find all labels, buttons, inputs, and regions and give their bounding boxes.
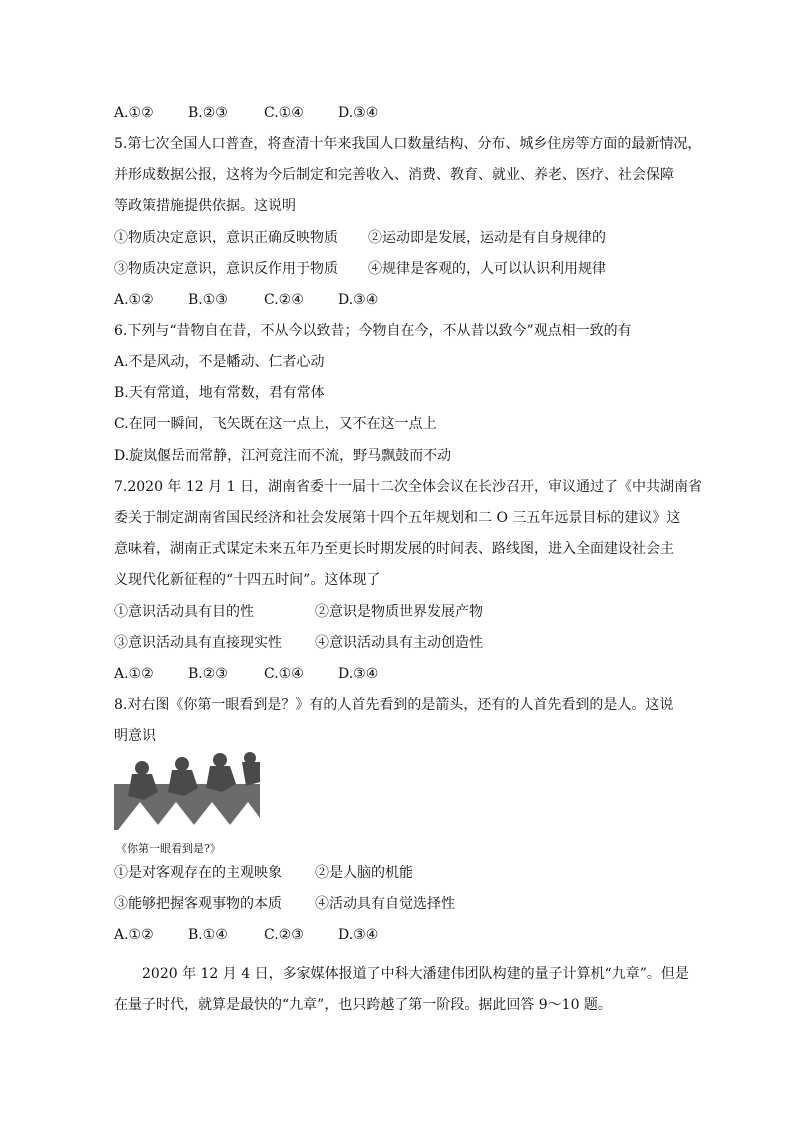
q8-stem-line-2: 明意识 [114, 728, 156, 744]
q8-statement-row-1 [114, 864, 614, 882]
option-c: C.②④ [264, 292, 304, 308]
q5-statement-row-2 [114, 260, 614, 278]
q7-statement-row-2 [114, 634, 614, 652]
option-d: D.③④ [338, 292, 379, 308]
arrow-people-illusion-figure [114, 752, 260, 830]
q7-statement-row-1 [114, 603, 614, 621]
q6-stem: 6.下列与“昔物自在昔，不从今以致昔；今物自在今，不从昔以致今”观点相一致的有 [114, 323, 632, 339]
q5-statement-4: ④规律是客观的，人可以认识利用规律 [368, 261, 606, 277]
q5-options [114, 291, 378, 309]
passage-line-1: 2020 年 12 月 4 日，多家媒体报道了中科大潘建伟团队构建的量子计算机“九章”。但是 [142, 966, 689, 982]
passage-line-2: 在量子时代，就算是最快的“九章”，也只跨越了第一阶段。据此回答 9～10 题。 [114, 997, 612, 1013]
q6-option-c: C.在同一瞬间，飞矢既在这一点上，又不在这一点上 [114, 416, 437, 432]
q5-stem-line-3: 等政策措施提供依据。这说明 [114, 198, 296, 214]
option-b: B.①③ [188, 292, 228, 308]
option-b: B.①④ [188, 927, 228, 943]
q5-stem-line-2: 并形成数据公报，这将为今后制定和完善收入、消费、教育、就业、养老、医疗、社会保障 [114, 167, 674, 183]
q7-statement-1: ①意识活动具有目的性 [114, 604, 254, 620]
option-a: A.①② [114, 105, 154, 121]
q7-stem-line-1: 7.2020 年 12 月 1 日，湖南省委十一届十二次全体会议在长沙召开，审议通过了《中共湖南省 [114, 479, 702, 495]
q7-stem-line-3: 意味着，湖南正式谋定未来五年乃至更长时期发展的时间表、路线图，进入全面建设社会主 [114, 541, 674, 557]
option-c: C.②③ [264, 927, 304, 943]
option-a: A.①② [114, 927, 154, 943]
q7-options [114, 665, 378, 683]
option-b: B.②③ [188, 105, 228, 121]
q5-statement-3: ③物质决定意识，意识反作用于物质 [114, 261, 338, 277]
option-d: D.③④ [338, 666, 379, 682]
q4-options [114, 104, 378, 122]
option-a: A.①② [114, 666, 154, 682]
option-a: A.①② [114, 292, 154, 308]
q8-statement-2: ②是人脑的机能 [315, 865, 413, 881]
figure-caption: 《你第一眼看到是?》 [116, 842, 221, 855]
q6-option-a: A.不是风动，不是幡动、仁者心动 [114, 354, 325, 370]
q8-statement-3: ③能够把握客观事物的本质 [114, 896, 282, 912]
option-d: D.③④ [338, 927, 379, 943]
option-d: D.③④ [338, 105, 379, 121]
q7-statement-4: ④意识活动具有主动创造性 [315, 635, 483, 651]
q7-statement-3: ③意识活动具有直接现实性 [114, 635, 282, 651]
q6-option-d: D.旋岚偃岳而常静，江河竞注而不流，野马飘鼓而不动 [114, 448, 452, 464]
q8-options [114, 926, 378, 944]
q7-stem-line-4: 义现代化新征程的“十四五时间”。这体现了 [114, 572, 381, 588]
q8-statement-4: ④活动具有自觉选择性 [315, 896, 455, 912]
option-b: B.②③ [188, 666, 228, 682]
q7-stem-line-2: 委关于制定湖南省国民经济和社会发展第十四个五年规划和二 O 三五年远景目标的建议》这 [114, 510, 681, 526]
q5-stem-line-1: 5.第七次全国人口普查，将查清十年来我国人口数量结构、分布、城乡住房等方面的最新情况， [114, 136, 702, 152]
q6-option-b: B.天有常道，地有常数，君有常体 [114, 385, 325, 401]
option-c: C.①④ [264, 105, 304, 121]
q7-statement-2: ②意识是物质世界发展产物 [315, 604, 483, 620]
q8-statement-1: ①是对客观存在的主观映象 [114, 865, 282, 881]
q8-stem-line-1: 8.对右图《你第一眼看到是？》有的人首先看到的是箭头，还有的人首先看到的是人。这说 [114, 697, 674, 713]
q5-statement-row-1 [114, 229, 614, 247]
option-c: C.①④ [264, 666, 304, 682]
q5-statement-2: ②运动即是发展，运动是有自身规律的 [368, 230, 606, 246]
q8-statement-row-2 [114, 895, 614, 913]
q5-statement-1: ①物质决定意识，意识正确反映物质 [114, 230, 338, 246]
